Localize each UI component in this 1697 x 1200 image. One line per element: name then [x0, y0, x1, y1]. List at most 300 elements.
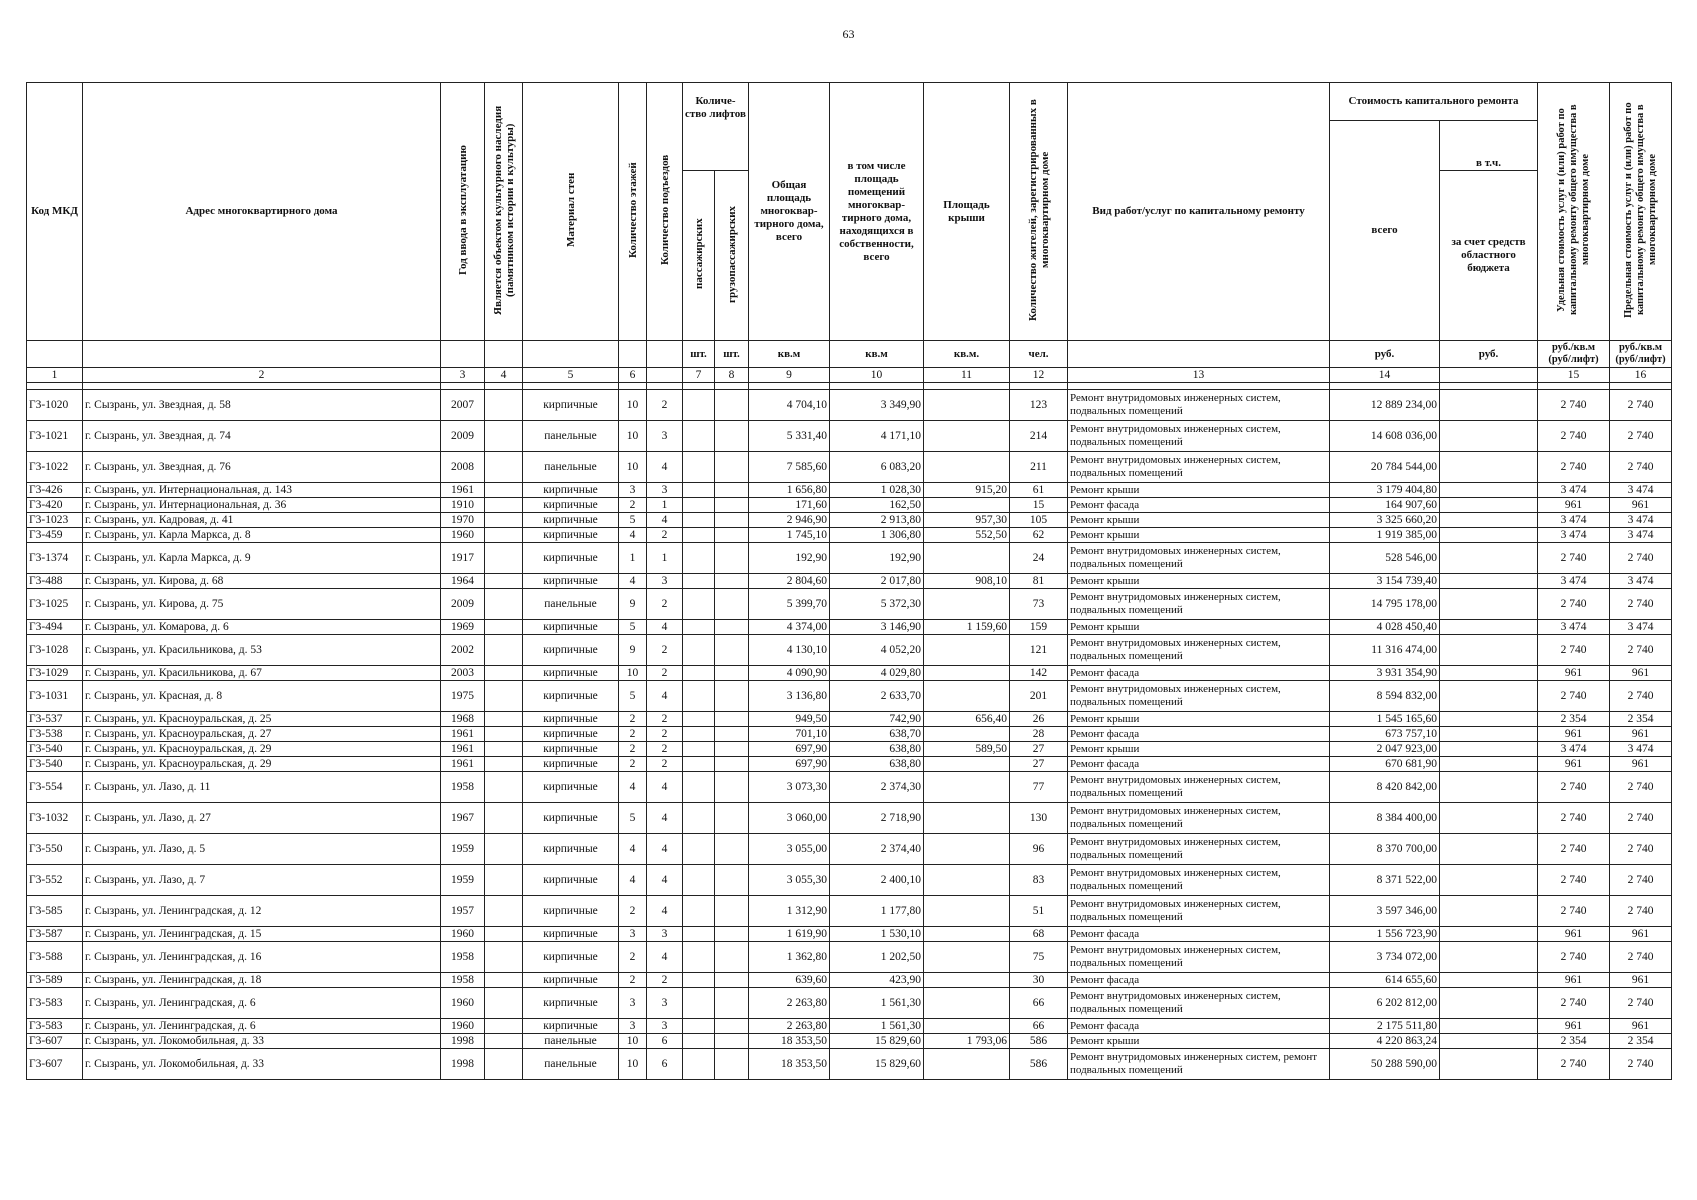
row-owned-area: 162,50 [830, 498, 924, 513]
row-total-area: 192,90 [749, 543, 830, 574]
table-row [27, 834, 1672, 865]
row-residents: 121 [1010, 635, 1068, 666]
table-row [27, 574, 1672, 589]
row-owned-area: 192,90 [830, 543, 924, 574]
row-cost-total: 12 889 234,00 [1330, 390, 1440, 421]
row-roof-area: 957,30 [924, 513, 1010, 528]
row-roof-area [924, 834, 1010, 865]
row-total-area: 697,90 [749, 742, 830, 757]
row-total-area: 2 263,80 [749, 988, 830, 1019]
row-entrances: 4 [647, 896, 683, 927]
row-residents: 586 [1010, 1034, 1068, 1049]
row-cost-regional [1440, 620, 1538, 635]
row-year: 1969 [441, 620, 485, 635]
row-code: Г3-1032 [27, 803, 83, 834]
row-floors: 5 [619, 681, 647, 712]
row-code: Г3-1029 [27, 666, 83, 681]
row-address: г. Сызрань, ул. Ленинградская, д. 16 [83, 942, 441, 973]
row-lifts-passenger [683, 988, 715, 1019]
row-total-area: 3 055,00 [749, 834, 830, 865]
row-lifts-passenger [683, 1034, 715, 1049]
row-residents: 30 [1010, 973, 1068, 988]
row-work-type: Ремонт внутридомовых инженерных систем, подвальных помещений [1068, 988, 1330, 1019]
row-lifts-passenger [683, 927, 715, 942]
row-total-area: 1 362,80 [749, 942, 830, 973]
row-unit-cost: 3 474 [1538, 574, 1610, 589]
row-floors: 5 [619, 803, 647, 834]
row-entrances: 2 [647, 635, 683, 666]
row-unit-cost: 3 474 [1538, 483, 1610, 498]
row-lifts-cargo [715, 973, 749, 988]
row-year: 1961 [441, 742, 485, 757]
table-row [27, 390, 1672, 421]
row-cost-total: 2 175 511,80 [1330, 1019, 1440, 1034]
row-max-cost: 3 474 [1610, 574, 1672, 589]
row-cost-total: 20 784 544,00 [1330, 452, 1440, 483]
row-lifts-cargo [715, 1034, 749, 1049]
row-heritage [485, 865, 523, 896]
row-work-type: Ремонт внутридомовых инженерных систем, подвальных помещений [1068, 421, 1330, 452]
row-roof-area [924, 727, 1010, 742]
row-max-cost: 2 740 [1610, 896, 1672, 927]
row-roof-area: 589,50 [924, 742, 1010, 757]
row-roof-area [924, 757, 1010, 772]
header-year: Год ввода в эксплуатацию [441, 83, 485, 341]
row-cost-total: 164 907,60 [1330, 498, 1440, 513]
row-cost-regional [1440, 712, 1538, 727]
row-max-cost: 961 [1610, 927, 1672, 942]
header-total-area: Общая площадь многоквар-тирного дома, всего [749, 83, 830, 341]
table-row [27, 452, 1672, 483]
column-number: 4 [485, 368, 523, 383]
row-cost-total: 3 597 346,00 [1330, 896, 1440, 927]
row-floors: 4 [619, 574, 647, 589]
row-cost-regional [1440, 543, 1538, 574]
row-material: панельные [523, 589, 619, 620]
row-code: Г3-552 [27, 865, 83, 896]
column-number: 3 [441, 368, 485, 383]
row-address: г. Сызрань, ул. Кирова, д. 75 [83, 589, 441, 620]
row-roof-area [924, 681, 1010, 712]
row-owned-area: 5 372,30 [830, 589, 924, 620]
header-lifts-cargo: грузопассажирских [715, 171, 749, 341]
column-number: 11 [924, 368, 1010, 383]
row-address: г. Сызрань, ул. Кирова, д. 68 [83, 574, 441, 589]
row-material: кирпичные [523, 942, 619, 973]
table-row [27, 589, 1672, 620]
table-row [27, 742, 1672, 757]
row-floors: 10 [619, 452, 647, 483]
row-roof-area [924, 896, 1010, 927]
row-entrances: 3 [647, 421, 683, 452]
header-work-type: Вид работ/услуг по капитальному ремонту [1068, 83, 1330, 341]
row-lifts-cargo [715, 712, 749, 727]
row-owned-area: 2 718,90 [830, 803, 924, 834]
table-row [27, 803, 1672, 834]
row-roof-area: 1 793,06 [924, 1034, 1010, 1049]
row-roof-area: 908,10 [924, 574, 1010, 589]
row-residents: 73 [1010, 589, 1068, 620]
row-address: г. Сызрань, ул. Карла Маркса, д. 8 [83, 528, 441, 543]
row-code: Г3-1028 [27, 635, 83, 666]
row-heritage [485, 620, 523, 635]
row-heritage [485, 712, 523, 727]
row-cost-regional [1440, 635, 1538, 666]
row-entrances: 3 [647, 927, 683, 942]
row-unit-cost: 2 740 [1538, 896, 1610, 927]
row-year: 2008 [441, 452, 485, 483]
row-roof-area [924, 635, 1010, 666]
table-row [27, 528, 1672, 543]
row-year: 1960 [441, 927, 485, 942]
row-max-cost: 2 740 [1610, 589, 1672, 620]
row-code: Г3-607 [27, 1049, 83, 1080]
row-cost-total: 1 919 385,00 [1330, 528, 1440, 543]
page-number: 63 [842, 27, 855, 41]
row-cost-regional [1440, 498, 1538, 513]
row-work-type: Ремонт фасада [1068, 973, 1330, 988]
row-floors: 2 [619, 896, 647, 927]
row-max-cost: 2 740 [1610, 543, 1672, 574]
row-cost-regional [1440, 865, 1538, 896]
row-residents: 142 [1010, 666, 1068, 681]
row-lifts-passenger [683, 635, 715, 666]
row-heritage [485, 589, 523, 620]
row-residents: 586 [1010, 1049, 1068, 1080]
row-code: Г3-426 [27, 483, 83, 498]
row-heritage [485, 1049, 523, 1080]
row-max-cost: 2 740 [1610, 834, 1672, 865]
row-material: панельные [523, 1049, 619, 1080]
row-address: г. Сызрань, ул. Звездная, д. 58 [83, 390, 441, 421]
row-unit-cost: 3 474 [1538, 742, 1610, 757]
header-owned-area: в том числе площадь помещений многоквар-тирного дома, находящихся в собственности, всего [830, 83, 924, 341]
row-lifts-cargo [715, 1019, 749, 1034]
row-address: г. Сызрань, ул. Лазо, д. 11 [83, 772, 441, 803]
row-material: кирпичные [523, 635, 619, 666]
row-max-cost: 3 474 [1610, 528, 1672, 543]
row-cost-regional [1440, 742, 1538, 757]
row-address: г. Сызрань, ул. Лазо, д. 27 [83, 803, 441, 834]
row-total-area: 18 353,50 [749, 1034, 830, 1049]
row-total-area: 4 130,10 [749, 635, 830, 666]
row-work-type: Ремонт внутридомовых инженерных систем, подвальных помещений [1068, 772, 1330, 803]
row-cost-total: 3 325 660,20 [1330, 513, 1440, 528]
row-lifts-cargo [715, 772, 749, 803]
row-floors: 10 [619, 666, 647, 681]
row-cost-regional [1440, 1049, 1538, 1080]
row-lifts-cargo [715, 452, 749, 483]
row-cost-total: 3 734 072,00 [1330, 942, 1440, 973]
row-address: г. Сызрань, ул. Звездная, д. 74 [83, 421, 441, 452]
row-total-area: 7 585,60 [749, 452, 830, 483]
row-year: 1961 [441, 727, 485, 742]
row-residents: 83 [1010, 865, 1068, 896]
row-cost-total: 3 154 739,40 [1330, 574, 1440, 589]
row-cost-regional [1440, 834, 1538, 865]
row-residents: 81 [1010, 574, 1068, 589]
row-owned-area: 1 028,30 [830, 483, 924, 498]
row-residents: 51 [1010, 896, 1068, 927]
unit-lifts-cargo: шт. [715, 341, 749, 368]
row-unit-cost: 2 740 [1538, 865, 1610, 896]
row-work-type: Ремонт крыши [1068, 742, 1330, 757]
row-floors: 4 [619, 865, 647, 896]
row-lifts-passenger [683, 1019, 715, 1034]
row-year: 1958 [441, 973, 485, 988]
row-work-type: Ремонт внутридомовых инженерных систем, подвальных помещений [1068, 635, 1330, 666]
row-lifts-passenger [683, 528, 715, 543]
row-year: 1998 [441, 1049, 485, 1080]
row-floors: 4 [619, 772, 647, 803]
column-number: 12 [1010, 368, 1068, 383]
row-lifts-passenger [683, 498, 715, 513]
row-year: 1998 [441, 1034, 485, 1049]
row-entrances: 4 [647, 452, 683, 483]
row-floors: 10 [619, 421, 647, 452]
row-material: кирпичные [523, 988, 619, 1019]
row-lifts-cargo [715, 834, 749, 865]
row-material: кирпичные [523, 666, 619, 681]
row-heritage [485, 681, 523, 712]
row-roof-area [924, 390, 1010, 421]
row-heritage [485, 666, 523, 681]
row-lifts-passenger [683, 421, 715, 452]
row-code: Г3-488 [27, 574, 83, 589]
row-entrances: 4 [647, 772, 683, 803]
header-address: Адрес многоквартирного дома [83, 83, 441, 341]
row-entrances: 6 [647, 1049, 683, 1080]
row-unit-cost: 2 740 [1538, 942, 1610, 973]
row-max-cost: 3 474 [1610, 620, 1672, 635]
row-owned-area: 15 829,60 [830, 1049, 924, 1080]
row-lifts-cargo [715, 483, 749, 498]
row-lifts-passenger [683, 896, 715, 927]
row-max-cost: 2 740 [1610, 772, 1672, 803]
row-cost-regional [1440, 927, 1538, 942]
row-owned-area: 1 530,10 [830, 927, 924, 942]
row-unit-cost: 2 740 [1538, 543, 1610, 574]
row-work-type: Ремонт крыши [1068, 620, 1330, 635]
row-heritage [485, 896, 523, 927]
row-year: 2002 [441, 635, 485, 666]
row-roof-area [924, 498, 1010, 513]
row-floors: 3 [619, 988, 647, 1019]
column-number: 2 [83, 368, 441, 383]
row-lifts-cargo [715, 988, 749, 1019]
row-unit-cost: 961 [1538, 757, 1610, 772]
row-work-type: Ремонт внутридомовых инженерных систем, подвальных помещений [1068, 543, 1330, 574]
row-roof-area: 1 159,60 [924, 620, 1010, 635]
row-lifts-cargo [715, 757, 749, 772]
row-year: 2003 [441, 666, 485, 681]
row-work-type: Ремонт фасада [1068, 757, 1330, 772]
row-owned-area: 2 374,40 [830, 834, 924, 865]
row-work-type: Ремонт фасада [1068, 727, 1330, 742]
row-cost-total: 3 931 354,90 [1330, 666, 1440, 681]
row-floors: 2 [619, 727, 647, 742]
header-cost-incl: в т.ч. [1440, 121, 1538, 171]
column-number: 16 [1610, 368, 1672, 383]
row-address: г. Сызрань, ул. Интернациональная, д. 143 [83, 483, 441, 498]
row-heritage [485, 757, 523, 772]
row-cost-total: 8 594 832,00 [1330, 681, 1440, 712]
row-code: Г3-554 [27, 772, 83, 803]
row-code: Г3-1020 [27, 390, 83, 421]
row-entrances: 2 [647, 528, 683, 543]
row-lifts-passenger [683, 757, 715, 772]
row-material: кирпичные [523, 865, 619, 896]
row-residents: 96 [1010, 834, 1068, 865]
table-row [27, 1019, 1672, 1034]
row-residents: 27 [1010, 742, 1068, 757]
header-cost-regional: за счет средств областного бюджета [1440, 171, 1538, 341]
row-material: кирпичные [523, 681, 619, 712]
row-residents: 214 [1010, 421, 1068, 452]
row-code: Г3-459 [27, 528, 83, 543]
header-roof-area: Площадь крыши [924, 83, 1010, 341]
row-total-area: 2 263,80 [749, 1019, 830, 1034]
row-max-cost: 961 [1610, 757, 1672, 772]
row-material: кирпичные [523, 927, 619, 942]
row-cost-regional [1440, 681, 1538, 712]
column-number: 8 [715, 368, 749, 383]
row-total-area: 2 804,60 [749, 574, 830, 589]
row-total-area: 1 656,80 [749, 483, 830, 498]
row-residents: 105 [1010, 513, 1068, 528]
row-residents: 66 [1010, 1019, 1068, 1034]
row-entrances: 1 [647, 498, 683, 513]
row-material: кирпичные [523, 973, 619, 988]
table-row [27, 421, 1672, 452]
row-entrances: 4 [647, 865, 683, 896]
row-unit-cost: 2 740 [1538, 421, 1610, 452]
row-cost-total: 1 556 723,90 [1330, 927, 1440, 942]
row-residents: 24 [1010, 543, 1068, 574]
row-max-cost: 2 354 [1610, 712, 1672, 727]
row-code: Г3-1374 [27, 543, 83, 574]
row-entrances: 2 [647, 666, 683, 681]
row-entrances: 2 [647, 727, 683, 742]
row-residents: 75 [1010, 942, 1068, 973]
row-lifts-passenger [683, 483, 715, 498]
row-lifts-passenger [683, 772, 715, 803]
row-unit-cost: 2 740 [1538, 834, 1610, 865]
row-total-area: 949,50 [749, 712, 830, 727]
row-cost-regional [1440, 589, 1538, 620]
row-lifts-cargo [715, 498, 749, 513]
row-entrances: 4 [647, 834, 683, 865]
row-lifts-cargo [715, 589, 749, 620]
row-floors: 2 [619, 757, 647, 772]
row-unit-cost: 2 740 [1538, 589, 1610, 620]
row-floors: 2 [619, 942, 647, 973]
row-heritage [485, 498, 523, 513]
row-floors: 4 [619, 834, 647, 865]
row-residents: 61 [1010, 483, 1068, 498]
row-work-type: Ремонт крыши [1068, 513, 1330, 528]
row-lifts-passenger [683, 452, 715, 483]
row-max-cost: 961 [1610, 973, 1672, 988]
row-code: Г3-538 [27, 727, 83, 742]
row-owned-area: 638,80 [830, 757, 924, 772]
row-cost-total: 4 220 863,24 [1330, 1034, 1440, 1049]
row-heritage [485, 927, 523, 942]
row-residents: 130 [1010, 803, 1068, 834]
row-material: кирпичные [523, 574, 619, 589]
row-address: г. Сызрань, ул. Красноуральская, д. 29 [83, 742, 441, 757]
row-residents: 68 [1010, 927, 1068, 942]
row-roof-area: 915,20 [924, 483, 1010, 498]
row-material: кирпичные [523, 620, 619, 635]
row-code: Г3-607 [27, 1034, 83, 1049]
row-code: Г3-494 [27, 620, 83, 635]
row-cost-total: 8 384 400,00 [1330, 803, 1440, 834]
column-numbers-row [27, 368, 1672, 383]
table-row [27, 757, 1672, 772]
row-cost-total: 1 545 165,60 [1330, 712, 1440, 727]
row-material: кирпичные [523, 1019, 619, 1034]
row-material: кирпичные [523, 498, 619, 513]
row-code: Г3-1021 [27, 421, 83, 452]
row-roof-area [924, 973, 1010, 988]
row-cost-total: 4 028 450,40 [1330, 620, 1440, 635]
row-floors: 3 [619, 483, 647, 498]
row-year: 1910 [441, 498, 485, 513]
row-total-area: 4 090,90 [749, 666, 830, 681]
column-number: 9 [749, 368, 830, 383]
row-residents: 201 [1010, 681, 1068, 712]
row-heritage [485, 543, 523, 574]
row-owned-area: 1 177,80 [830, 896, 924, 927]
row-year: 1960 [441, 1019, 485, 1034]
header-entrances: Количество подъездов [647, 83, 683, 341]
row-floors: 10 [619, 390, 647, 421]
row-work-type: Ремонт фасада [1068, 1019, 1330, 1034]
table-row [27, 973, 1672, 988]
row-unit-cost: 2 740 [1538, 988, 1610, 1019]
row-heritage [485, 635, 523, 666]
row-entrances: 3 [647, 574, 683, 589]
row-floors: 5 [619, 513, 647, 528]
row-year: 1967 [441, 803, 485, 834]
header-cost: Стоимость капитального ремонта [1330, 83, 1538, 121]
table-row [27, 666, 1672, 681]
row-work-type: Ремонт внутридомовых инженерных систем, подвальных помещений [1068, 589, 1330, 620]
column-number: 14 [1330, 368, 1440, 383]
row-year: 2009 [441, 589, 485, 620]
column-number: 1 [27, 368, 83, 383]
row-total-area: 171,60 [749, 498, 830, 513]
column-number: 7 [683, 368, 715, 383]
unit-owned-area: кв.м [830, 341, 924, 368]
row-work-type: Ремонт фасада [1068, 498, 1330, 513]
row-address: г. Сызрань, ул. Красильникова, д. 67 [83, 666, 441, 681]
row-heritage [485, 727, 523, 742]
row-unit-cost: 3 474 [1538, 513, 1610, 528]
table-row [27, 896, 1672, 927]
row-owned-area: 638,70 [830, 727, 924, 742]
row-address: г. Сызрань, ул. Ленинградская, д. 18 [83, 973, 441, 988]
row-owned-area: 2 400,10 [830, 865, 924, 896]
row-code: Г3-537 [27, 712, 83, 727]
row-cost-regional [1440, 1019, 1538, 1034]
row-material: панельные [523, 1034, 619, 1049]
row-address: г. Сызрань, ул. Ленинградская, д. 6 [83, 1019, 441, 1034]
row-year: 1960 [441, 988, 485, 1019]
row-material: кирпичные [523, 483, 619, 498]
row-lifts-cargo [715, 1049, 749, 1080]
